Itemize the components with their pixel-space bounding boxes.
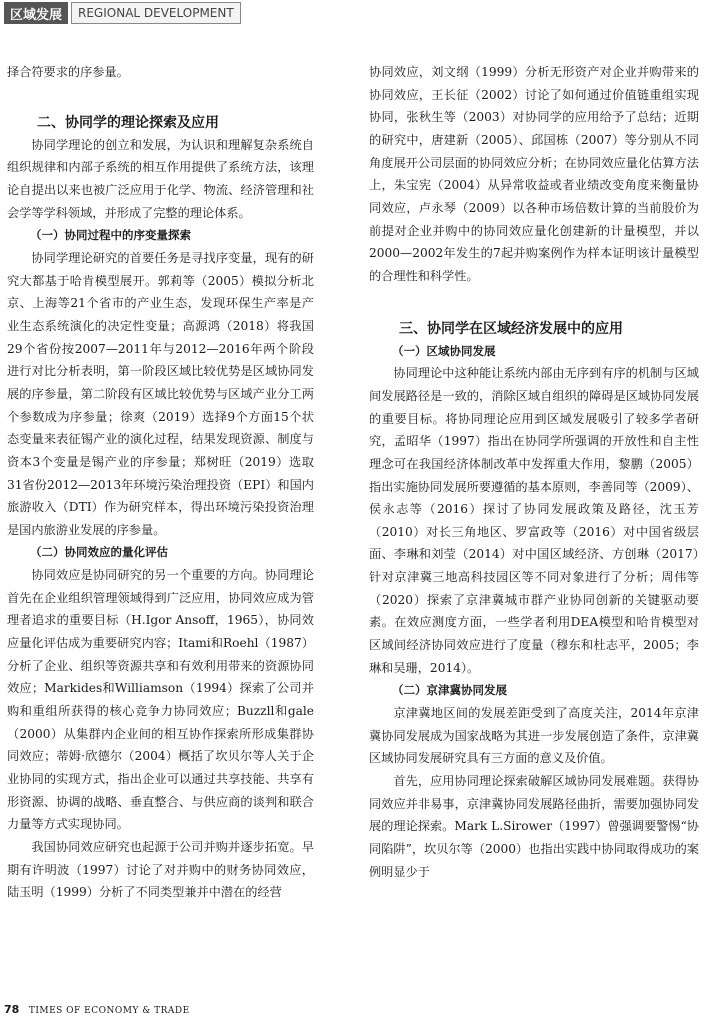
right-column [369, 61, 699, 883]
subsection-heading: （一）区域协同发展 [392, 343, 496, 358]
paragraph: 协同理论中这种能让系统内部由无序到有序的机制与区域间发展路径是一致的，消除区域自组织的障碍是区域协同发展的重要目标。将协同理论应用到区域发展吸引了较多学者研究，孟昭华（1997）指出在协同学所强调的开放性和自主性理念可在我国经济体制改革中发挥重大作用，黎鹏（2005）指出实施协同发展所要遵循的基本原则，李善同等（2009）、侯永志等（2016）探讨了协同发展政策及路径，沈玉芳（2010）对长三角地区、罗富政等（2016）对中国省级层面、李琳和刘莹（2014）对中国区域经济、方创琳（2017）针对京津冀三地高科技园区等不同对象进行了分析；周伟等（2020）探索了京津冀城市群产业协同创新的关键驱动要素。在效应测度方面，一些学者利用DEA模型和哈肯模型对区域间经济协同效应进行了度量（穆东和杜志平，2005；李琳和吴珊，2014）。 [369, 366, 699, 675]
section-heading: 二、协同学的理论探索及应用 [37, 114, 219, 131]
section-label-en: REGIONAL DEVELOPMENT [71, 2, 241, 24]
subsection-heading: （二）京津冀协同发展 [392, 683, 507, 698]
section-heading: 三、协同学在区域经济发展中的应用 [399, 320, 623, 337]
paragraph: 我国协同效应研究也起源于公司并购并逐步拓宽。早期有许明波（1997）讨论了对并购中的财务协同效应，陆玉明（1999）分析了不同类型兼并中潜在的经营 [7, 840, 314, 900]
subsection-heading: （一）协同过程中的序变量探索 [30, 228, 191, 243]
left-column [7, 61, 314, 904]
section-header [4, 2, 241, 24]
paragraph: 协同效应是协同研究的另一个重要的方向。协同理论首先在企业组织管理领域得到广泛应用，协同效应成为管理者追求的重要目标（H.Igor Ansoff，1965），协同效应量化评估成为重要研究内容；Itami和Roehl（1987）分析了企业、组织等资源共享和有效利用带来的资源协同效应；Markides和Williamson（1994）探索了公司并购和重组所获得的核心竞争力协同效应；Buzzll和gale（2000）从集群内企业间的相互协作探索所形成集群协同效应；蒂姆·欣德尔（2004）概括了坎贝尔等人关于企业协同的实现方式，指出企业可以通过共享技能、共享有形资源、协调的战略、垂直整合、与供应商的谈判和联合力量等方式实现协同。 [7, 568, 314, 832]
page-number: 78 [4, 1003, 20, 1016]
subsection-heading: （二）协同效应的量化评估 [30, 545, 168, 560]
paragraph: 协同学理论的创立和发展，为认识和理解复杂系统自组织规律和内部子系统的相互作用提供了系统方法，该理论自提出以来也被广泛应用于化学、物流、经济管理和社会学等学科领域，并形成了完整的理论体系。 [7, 137, 314, 220]
section-label: 区域发展 [4, 2, 68, 24]
page-footer [4, 1003, 190, 1016]
paragraph: 协同学理论研究的首要任务是寻找序变量，现有的研究大都基于哈肯模型展开。郭莉等（2005）模拟分析北京、上海等21个省市的产业生态，发现环保生产率是产业生态系统演化的决定性变量；高源鸿（2018）将我国29个省份按2007—2011年与2012—2016年两个阶段进行对比分析表明，第一阶段区域比较优势是区域协同发展的序参量，第二阶段有区域比较优势与区域产业分工两个参数成为序参量；徐爽（2019）选择9个方面15个状态变量来表征锡产业的演化过程，结果发现资源、制度与资本3个变量是锡产业的序参量；郑树旺（2019）选取31省份2012—2013年环境污染治理投资（EPI）和国内旅游收入（DTI）作为研究样本，得出环境污染投资治理是国内旅游业发展的序参量。 [7, 250, 314, 537]
paragraph: 首先，应用协同理论探索破解区域协同发展难题。获得协同效应并非易事，京津冀协同发展路径曲折，需要加强协同发展的理论探索。Mark L.Sirower（1997）曾强调要警惕“协同陷阱”，坎贝尔等（2000）也指出实践中协同取得成功的案例明显少于 [369, 774, 699, 879]
paragraph: 协同效应，刘文纲（1999）分析无形资产对企业并购带来的协同效应，王长征（2002）讨论了如何通过价值链重组实现协同，张秋生等（2003）对协同学的应用给予了总结；近期的研究中，唐建新（2005）、邱国栋（2007）等分别从不同角度展开公司层面的协同效应分析；在协同效应量化估算方法上，朱宝宪（2004）从异常收益或者业绩改变角度来衡量协同效应，卢永琴（2009）以各种市场倍数计算的当前股价为前提对企业并购中的协同效应量化创建新的计量模型，并以2000—2002年发生的7起并购案例作为样本证明该计量模型的合理性和科学性。 [369, 65, 699, 283]
paragraph: 京津冀地区间的发展差距受到了高度关注，2014年京津冀协同发展成为国家战略为其进一步发展创造了条件，京津冀区域协同发展研究具有三方面的意义及价值。 [369, 706, 699, 766]
magazine-name: TIMES OF ECONOMY & TRADE [28, 1006, 190, 1016]
paragraph: 择合符要求的序参量。 [7, 65, 129, 79]
